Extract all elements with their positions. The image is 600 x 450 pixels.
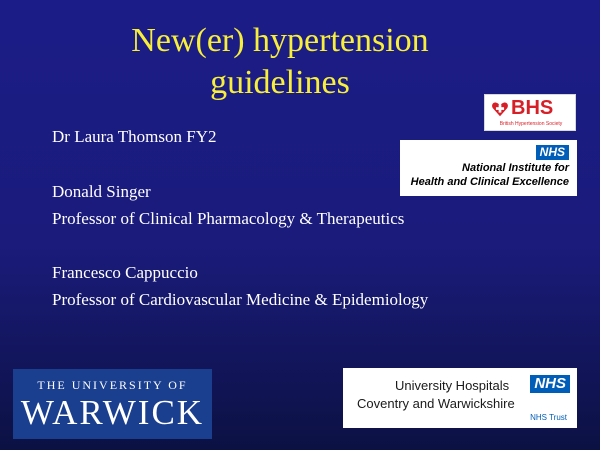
slide-title [100, 20, 460, 104]
bhs-logo [484, 94, 576, 131]
presenter-line-5: Professor of Cardiovascular Medicine & Epidemiology [52, 290, 429, 309]
warwick-logo [13, 369, 212, 439]
warwick-logo-line-1: THE UNIVERSITY OF [37, 378, 188, 392]
bhs-heart-icon [491, 100, 509, 118]
nice-logo [400, 140, 577, 196]
uhcw-logo-line-3: NHS Trust [530, 413, 567, 422]
warwick-logo-line-2: WARWICK [20, 393, 205, 432]
presenter-line-4: Francesco Cappuccio [52, 263, 198, 282]
nhs-badge: NHS [536, 145, 569, 160]
slide-title-line-2: guidelines [210, 64, 350, 101]
slide-title-line-1: New(er) hypertension [131, 22, 429, 59]
presenter-line-3: Professor of Clinical Pharmacology & Therapeutics [52, 209, 405, 228]
uhcw-logo-line-2: Coventry and Warwickshire [357, 396, 515, 411]
nhs-badge: NHS [530, 375, 570, 393]
presenter-line-2: Donald Singer [52, 182, 151, 201]
nice-logo-line-1: National Institute for [462, 162, 569, 174]
bhs-logo-word: BHS [511, 97, 554, 119]
nice-logo-line-2: Health and Clinical Excellence [410, 176, 569, 188]
uhcw-logo-line-1: University Hospitals [395, 378, 510, 393]
bhs-logo-subtitle: British Hypertension Society [499, 121, 563, 127]
presenter-line-1: Dr Laura Thomson FY2 [52, 127, 217, 146]
uhcw-logo [343, 368, 577, 428]
